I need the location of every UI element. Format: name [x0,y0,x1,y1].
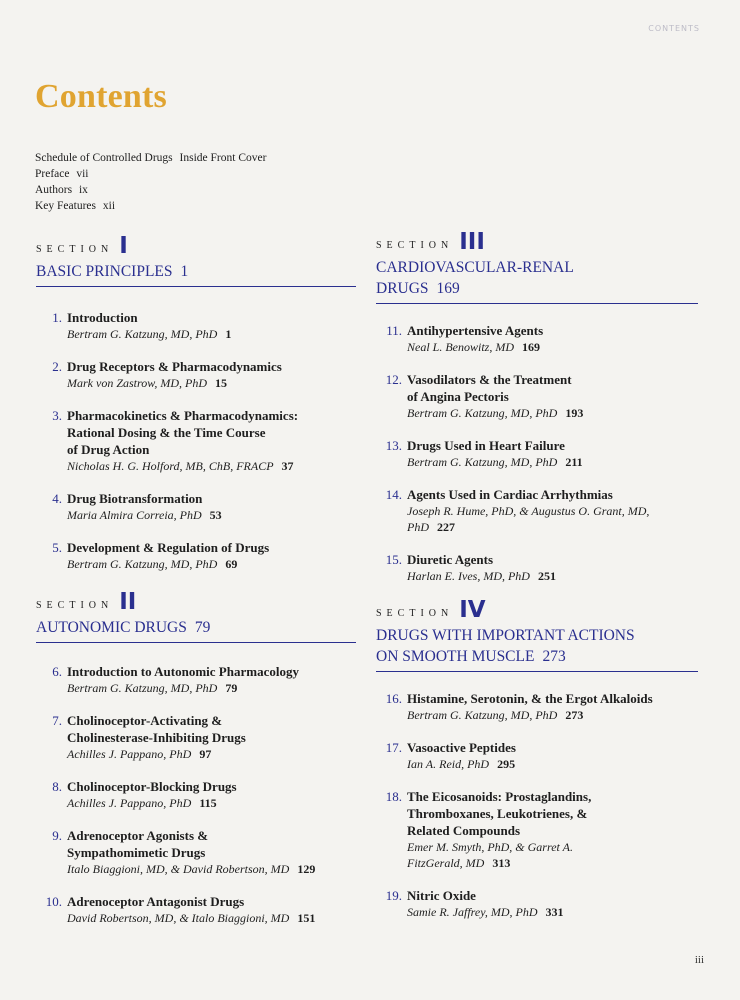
chapter-entry[interactable] [36,663,356,696]
chapter-page: 227 [437,520,455,534]
front-matter-list [35,150,266,214]
chapter-number: 17. [385,740,402,755]
chapter-title: of Drug Action [67,442,150,457]
page-number: iii [694,954,704,966]
chapter-title: Adrenoceptor Antagonist Drugs [67,894,245,909]
chapter-number: 5. [52,540,62,555]
chapter-author: Bertram G. Katzung, MD, PhD 193 [407,406,584,420]
chapter-title: Related Compounds [407,823,521,838]
chapter-author: David Robertson, MD, & Italo Biaggioni, MD 151 [67,911,316,925]
chapter-title: Antihypertensive Agents [407,323,544,338]
section-page: 169 [436,280,460,297]
section-title-text: CARDIOVASCULAR-RENAL [376,259,574,276]
front-matter-label: Schedule of Controlled Drugs [35,152,173,164]
chapter-entry[interactable] [376,322,698,355]
page-title: Contents [35,78,167,115]
chapter-entry[interactable] [36,827,356,877]
chapter-author: Neal L. Benowitz, MD 169 [407,340,540,354]
chapter-author: Bertram G. Katzung, MD, PhD 273 [407,708,584,722]
chapter-author: PhD 227 [407,520,455,534]
chapter-title: Vasoactive Peptides [407,740,516,755]
chapter-number: 14. [385,487,402,502]
section-label [376,224,698,254]
chapter-number: 6. [52,664,62,679]
chapter-title: Histamine, Serotonin, & the Ergot Alkaloids [407,691,653,706]
section-page: 79 [194,619,211,636]
front-matter-page: Inside Front Cover [179,152,267,164]
chapter-title: Vasodilators & the Treatment [407,372,572,387]
section-label [36,228,356,258]
chapter-title: Agents Used in Cardiac Arrhythmias [407,487,613,502]
chapter-author: Emer M. Smyth, PhD, & Garret A. [407,840,573,854]
section-block [376,224,698,584]
chapter-title: Cholinesterase-Inhibiting Drugs [67,730,246,745]
front-matter-page: xii [102,200,116,212]
chapter-author: Mark von Zastrow, MD, PhD 15 [67,376,227,390]
section-title-text: DRUGS [376,280,429,297]
section-title[interactable] [376,257,698,304]
chapter-author: Nicholas H. G. Holford, MB, ChB, FRACP 37 [67,459,294,473]
section-word: SECTION [376,240,454,251]
chapter-number: 2. [52,359,62,374]
front-matter-item[interactable] [35,182,266,198]
section-number: III [459,229,485,255]
chapter-page: 15 [215,376,227,390]
front-matter-label: Preface [35,168,70,180]
chapter-title: Cholinoceptor-Activating & [67,713,223,728]
chapter-entry[interactable] [376,887,698,920]
chapter-number: 15. [385,552,402,567]
chapter-title: Drug Biotransformation [67,491,203,506]
chapter-page: 97 [199,747,212,761]
section-title-text: AUTONOMIC DRUGS [36,619,187,636]
chapter-author: Joseph R. Hume, PhD, & Augustus O. Grant, MD, [407,504,650,518]
chapter-title: Thromboxanes, Leukotrienes, & [407,806,588,821]
section-title-text: ON SMOOTH MUSCLE [376,648,535,665]
chapter-page: 53 [209,508,222,522]
chapter-title: Rational Dosing & the Time Course [67,425,266,440]
chapter-page: 79 [225,681,238,695]
chapter-author: Bertram G. Katzung, MD, PhD 69 [67,557,238,571]
chapter-title: The Eicosanoids: Prostaglandins, [407,789,592,804]
front-matter-page: ix [78,184,88,196]
chapter-page: 193 [565,406,584,420]
section-page: 273 [542,648,566,665]
chapter-entry[interactable] [376,690,698,723]
chapter-author: Bertram G. Katzung, MD, PhD 211 [407,455,583,469]
chapter-page: 37 [281,459,294,473]
chapter-entry[interactable] [376,486,698,535]
chapter-title: Introduction [67,310,138,325]
section-block [36,228,356,572]
chapter-author: Achilles J. Pappano, PhD 115 [67,796,217,810]
chapter-title: Drug Receptors & Pharmacodynamics [67,359,282,374]
chapter-number: 16. [385,691,402,706]
section-label [376,592,698,622]
chapter-page: 69 [225,557,238,571]
chapter-entry[interactable] [376,551,698,584]
chapter-page: 115 [199,796,217,810]
chapter-number: 13. [385,438,402,453]
chapter-number: 10. [45,894,62,909]
section-word: SECTION [36,244,114,255]
chapter-number: 11. [386,323,402,338]
chapter-entry[interactable] [376,371,698,421]
chapter-author: Bertram G. Katzung, MD, PhD 79 [67,681,238,695]
chapter-number: 19. [385,888,402,903]
chapter-entry[interactable] [36,309,356,342]
chapter-page: 1 [225,327,232,341]
chapter-entry[interactable] [36,358,356,391]
section-word: SECTION [376,608,454,619]
chapter-title: Cholinoceptor-Blocking Drugs [67,779,237,794]
chapter-page: 295 [497,757,516,771]
chapter-page: 129 [297,862,316,876]
chapter-number: 4. [52,491,62,506]
section-number: IV [459,597,486,623]
chapter-number: 7. [52,713,62,728]
chapter-title: Development & Regulation of Drugs [67,540,270,555]
section-label [36,584,356,614]
chapter-page: 331 [545,905,564,919]
chapter-author: Ian A. Reid, PhD 295 [407,757,516,771]
front-matter-item[interactable] [35,166,266,182]
section-block [36,584,356,926]
chapter-author: Maria Almira Correia, PhD 53 [67,508,222,522]
chapter-page: 313 [492,856,511,870]
chapter-number: 3. [52,408,62,423]
section-block [376,592,698,920]
chapter-title: of Angina Pectoris [407,389,509,404]
chapter-entry[interactable] [36,893,356,926]
chapter-entry[interactable] [36,778,356,811]
chapter-page: 211 [565,455,583,469]
chapter-number: 12. [385,372,402,387]
chapter-author: Italo Biaggioni, MD, & David Robertson, MD 129 [67,862,316,876]
section-word: SECTION [36,600,114,611]
section-title[interactable] [376,625,698,672]
section-title-text: DRUGS WITH IMPORTANT ACTIONS [376,627,635,644]
chapter-entry[interactable] [36,490,356,523]
chapter-page: 273 [565,708,584,722]
chapter-title: Introduction to Autonomic Pharmacology [67,664,299,679]
section-title[interactable] [36,261,356,287]
chapter-number: 1. [52,310,62,325]
chapter-title: Sympathomimetic Drugs [67,845,206,860]
chapter-entry[interactable] [36,539,356,572]
section-page: 1 [180,263,189,280]
chapter-entry[interactable] [376,739,698,772]
chapter-page: 169 [522,340,540,354]
chapter-page: 151 [297,911,316,925]
section-number: II [119,589,137,615]
section-title-text: BASIC PRINCIPLES [36,263,173,280]
section-title[interactable] [36,617,356,643]
chapter-entry[interactable] [36,712,356,762]
chapter-entry[interactable] [376,437,698,470]
chapter-number: 18. [385,789,402,804]
chapter-author: Bertram G. Katzung, MD, PhD 1 [67,327,232,341]
front-matter-item[interactable] [35,150,266,166]
chapter-author: FitzGerald, MD 313 [407,856,511,870]
chapter-page: 251 [537,569,556,583]
front-matter-label: Authors [35,184,73,196]
chapter-entry[interactable] [376,788,698,871]
chapter-entry[interactable] [36,407,356,474]
chapter-author: Harlan E. Ives, MD, PhD 251 [407,569,556,583]
section-number: I [119,233,128,259]
chapter-title: Nitric Oxide [407,888,476,903]
chapter-number: 9. [52,828,62,843]
chapter-author: Achilles J. Pappano, PhD 97 [67,747,212,761]
running-head: CONTENTS [648,24,700,33]
chapter-title: Adrenoceptor Agonists & [67,828,209,843]
chapter-author: Samie R. Jaffrey, MD, PhD 331 [407,905,564,919]
chapter-number: 8. [52,779,62,794]
front-matter-label: Key Features [35,200,96,212]
chapter-title: Diuretic Agents [407,552,494,567]
chapter-title: Pharmacokinetics & Pharmacodynamics: [67,408,299,423]
front-matter-page: vii [76,168,89,180]
front-matter-item[interactable] [35,198,266,214]
chapter-title: Drugs Used in Heart Failure [407,438,565,453]
